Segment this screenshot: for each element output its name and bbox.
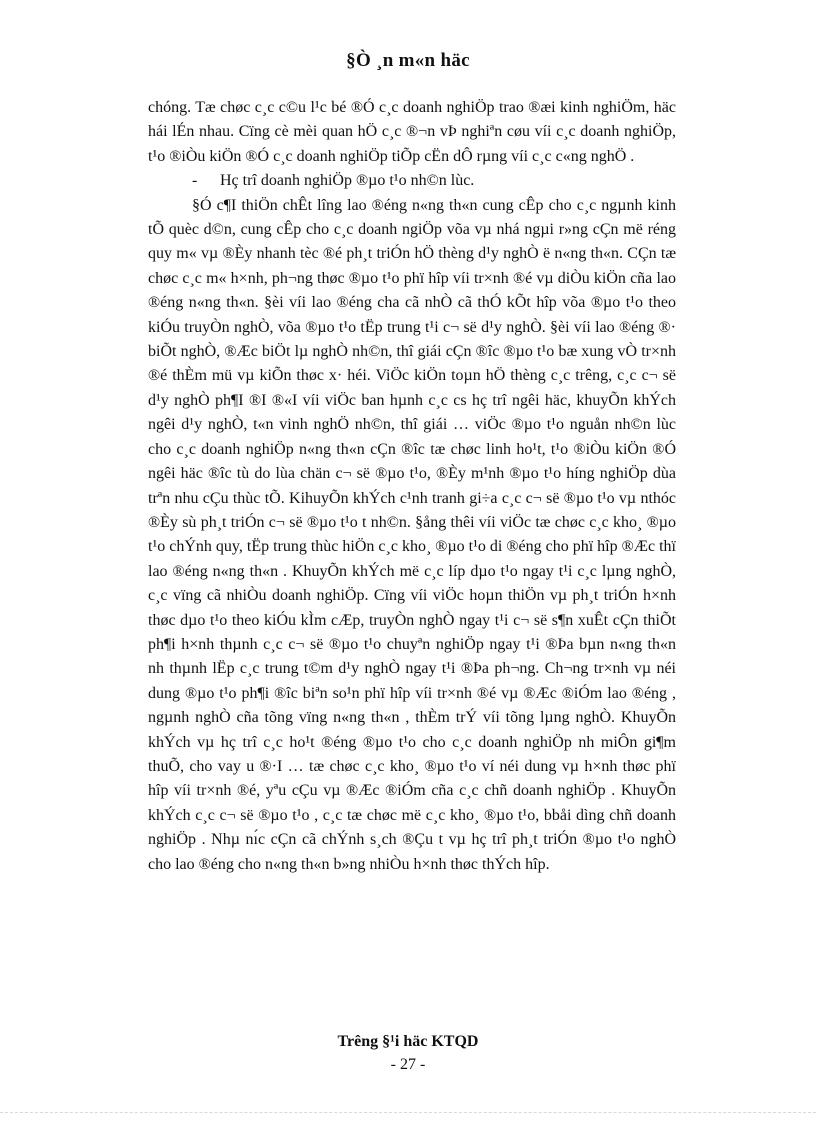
body-text bbox=[148, 96, 676, 877]
paragraph-main: §Ó c¶I thiÖn chÊt lîng lao ®éng n«ng th«n cung cÊp cho c¸c ngµnh kinh tÕ quèc d©n, cung cÊp cho c¸c doanh ngiÖp võa vµ nhá ngµi r»ng cÇn më réng quy m« vµ ®Èy nhanh tèc ®é ph¸t triÓn hÖ thèng d¹y nghÒ ë n«ng th«n. CÇn tæ chøc c¸c m« h×nh, ph¬ng thøc ®µo t¹o phï hîp víi tr×nh ®é vµ diÒu kiÖn cña lao ®éng n«ng th«n. §èi víi lao ®éng cha cã nhÒ cã thÓ kÕt hîp võa ®µo t¹o theo kiÓu truyÒn nghÒ, võa ®µo t¹o tËp trung t¹i c¬ së d¹y nghÒ. §èi víi lao ®éng ®· biÕt nghÒ, ®Æc biÖt lµ nghÒ nh©n, thî giái cÇn ®îc ®µo t¹o bæ xung vÒ tr×nh ®é thÈm mü vµ kiÕn thøc x· héi. ViÖc kiÖn toµn hÖ thèng c¸c trêng, c¸c c¬ së d¹y nghÒ ph¶I ®I ®«I víi viÖc ban hµnh c¸c cs hç trî ngêi häc, khuyÕn khÝch ngêi d¹y nghÒ, t«n vinh nghÖ nh©n, thî giái … viÖc ®µo t¹o nguån nh©n lùc cho c¸c doanh nghiÖp n«ng th«n cÇn ®îc tæ chøc linh ho¹t, t¹o ®iÒu kiÖn ®Ó ngêi häc ®îc tù do lùa chän c¬ së ®µo t¹o, ®Èy m¹nh ®µo t¹o híng nghiÖp dùa trªn nhu cÇu thùc tÕ. KihuyÕn khÝch c¹nh tranh gi÷a c¸c c¬ së ®µo t¹o vµ nthóc ®Èy sù ph¸t triÓn c¬ së ®µo t¹o t nh©n. §ång thêi víi viÖc tæ chøc c¸c kho¸ ®µo t¹o chÝnh quy, tËp trung thùc hiÖn c¸c kho¸ ®µo t¹o di ®éng cho phï hîp ®Æc thï lao ®éng n«ng th«n . KhuyÕn khÝch më c¸c líp dµo t¹o ngay t¹i c¸c lµng nghÒ, c¸c vïng cã nhiÒu doanh nghiÖp. Cïng víi viÖc hoµn thiÖn vµ ph¸t triÓn h×nh thøc dµo t¹o theo kiÓu kÌm cÆp, truyÒn nghÒ ngay t¹i c¬ së s¶n xuÊt cÇn thiÕt ph¶i h×nh thµnh c¸c c¬ së ®µo t¹o chuyªn nghiÖp ngay t¹i ®Þa bµn n«ng th«n nh thµnh lËp c¸c trung t©m d¹y nghÒ ngay t¹i ®Þa ph¬ng. Ch¬ng tr×nh vµ néi dung ®µo t¹o ph¶i ®îc biªn so¹n phï hîp víi tr×nh ®é vµ ®Æc ®iÓm lao ®éng , ngµnh nghÒ cña tõng vïng n«ng th«n , thÈm trÝ víi tõng lµng nghÒ. KhuyÕn khÝch vµ hç trî c¸c ho¹t ®éng ®µo t¹o cho c¸c doanh nghiÖp nh miÔn gi¶m thuÕ, cho vay u ®·I … tæ chøc c¸c kho¸ ®µo t¹o ví néi dung vµ h×nh thøc phï hîp víi tr×nh ®é, yªu cÇu vµ ®Æc ®iÓm cña c¸c chñ doanh nghiÖp . KhuyÕn khÝch c¸c c¬ së ®µo t¹o , c¸c tæ chøc më c¸c kho¸ ®µo t¹o, bbåi dìng chñ doanh nghiÖp . Nhµ nı́c cÇn cã chÝnh s¸ch ®Çu t vµ hç trî ph¸t triÓn ®µo t¹o nghÒ cho lao ®éng cho n«ng th«n b»ng nhiÒu h×nh thøc thÝch hîp. bbox=[148, 196, 676, 873]
page-header-title: §Ò ¸n m«n häc bbox=[346, 50, 470, 71]
page-number: - 27 - bbox=[390, 1056, 426, 1073]
bullet-item bbox=[148, 169, 676, 193]
paragraph-continued: chóng. Tæ chøc c¸c c©u l¹c bé ®Ó c¸c doanh nghiÖp trao ®æi kinh nghiÖm, häc hái lÉn nhau. Cïng cè mèi quan hÖ c¸c ®¬n vÞ nghiªn cøu víi c¸c doanh nghiÖp, t¹o ®iÒu kiÖn ®Ó c¸c doanh nghiÖp tiÕp cËn dÔ rµng víi c¸c c«ng nghÖ . bbox=[148, 99, 676, 165]
footer-institution: Trêng §¹i häc KTQD bbox=[337, 1033, 479, 1050]
bullet-dash: - bbox=[192, 172, 198, 190]
bottom-divider bbox=[0, 1112, 816, 1113]
bullet-text: Hç trî doanh nghiÖp ®µo t¹o nh©n lùc. bbox=[220, 172, 475, 190]
